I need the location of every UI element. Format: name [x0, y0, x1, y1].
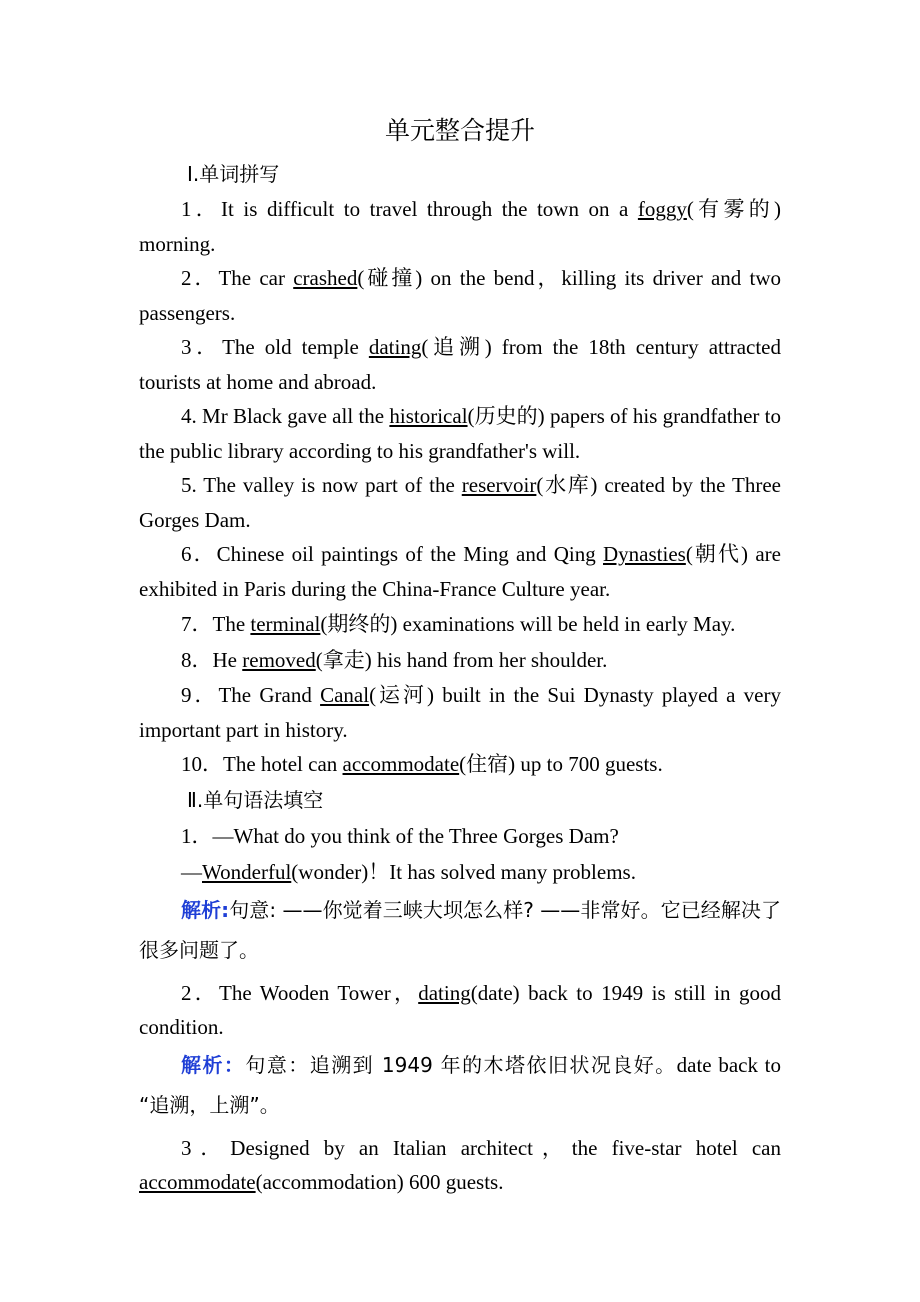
answer-word: removed: [242, 648, 316, 672]
list-item: 9．The Grand Canal(运河) built in the Sui Dynasty played a very important part in history.: [139, 683, 781, 742]
list-item: 2．The car crashed(碰撞) on the bend，killing its driver and two passengers.: [139, 266, 781, 325]
answer-word: terminal: [250, 612, 321, 636]
list-item: 4. Mr Black gave all the historical(历史的) papers of his grandfather to the public library according to his grandfather's will.: [139, 404, 782, 463]
analysis-label: 解析：: [181, 1052, 246, 1077]
spelling-list: [139, 192, 781, 782]
answer-word: historical: [389, 404, 468, 428]
grammar-question-3: [139, 1131, 781, 1200]
list-item: 5. The valley is now part of the reservoir(水库) created by the Three Gorges Dam.: [139, 473, 781, 532]
answer-word: reservoir: [461, 473, 537, 497]
list-item: 7．The terminal(期终的) examinations will be held in early May.: [181, 612, 736, 636]
answer-word: Dynasties: [603, 542, 686, 566]
section-heading-grammar: Ⅱ.单句语法填空: [187, 787, 324, 812]
list-item: 6．Chinese oil paintings of the Ming and Qing Dynasties(朝代) are exhibited in Paris during the China-France Culture year.: [139, 542, 782, 601]
analysis-label: 解析:: [181, 897, 230, 922]
question-line: 2．The Wooden Tower，dating(date) back to 1949 is still in good condition.: [139, 980, 781, 1039]
answer-word: dating: [368, 335, 422, 359]
list-item: 8．He removed(拿走) his hand from her shoulder.: [181, 648, 608, 672]
analysis: 解析:句意: ——你觉着三峡大坝怎么样? ——非常好。它已经解决了很多问题了。: [139, 897, 781, 962]
grammar-question-1: [139, 818, 781, 970]
answer-word: crashed: [293, 266, 358, 290]
answer-word: foggy: [637, 197, 687, 221]
list-item: 1．It is difficult to travel through the town on a foggy(有雾的) morning.: [139, 197, 781, 256]
page-title: 单元整合提升: [384, 116, 535, 145]
answer-line: —Wonderful(wonder)！It has solved many problems.: [181, 859, 636, 884]
answer-word: accommodate: [139, 1170, 256, 1194]
question-line: 1．—What do you think of the Three Gorges Dam?: [181, 823, 619, 848]
section-heading-spelling: Ⅰ.单词拼写: [187, 162, 280, 186]
list-item: 3．The old temple dating(追溯) from the 18th century attracted tourists at home and abroad.: [139, 335, 782, 394]
question-line: 3．Designed by an Italian architect，the five-star hotel can accommodate(accommodation) 600 guests.: [139, 1135, 781, 1194]
grammar-question-2: [139, 976, 781, 1125]
worksheet-page: [139, 108, 781, 1200]
analysis: 解析：句意：追溯到 1949 年的木塔依旧状况良好。date back to “追溯，上溯”。: [139, 1052, 782, 1117]
list-item: 10．The hotel can accommodate(住宿) up to 700 guests.: [181, 752, 663, 776]
answer-word: Wonderful: [202, 859, 292, 884]
answer-word: Canal: [320, 683, 370, 707]
answer-word: accommodate: [342, 752, 460, 776]
answer-word: dating: [418, 980, 471, 1005]
